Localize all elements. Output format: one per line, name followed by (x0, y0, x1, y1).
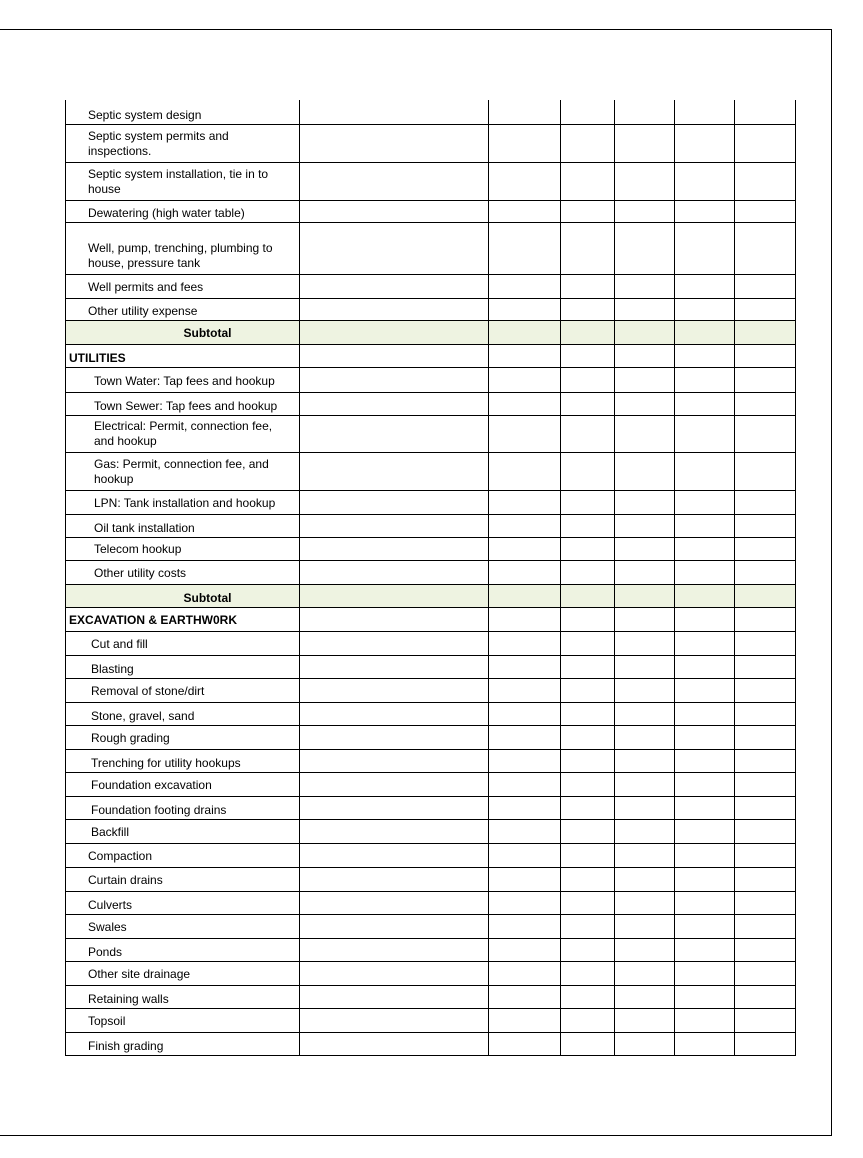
amount-cell[interactable] (561, 749, 615, 772)
amount-cell[interactable] (675, 655, 735, 678)
amount-cell[interactable] (615, 914, 675, 938)
amount-cell[interactable] (489, 1032, 561, 1055)
amount-cell[interactable] (735, 1008, 796, 1032)
amount-cell[interactable] (735, 702, 796, 725)
amount-cell[interactable] (489, 702, 561, 725)
amount-cell[interactable] (300, 843, 489, 867)
amount-cell[interactable] (561, 702, 615, 725)
amount-cell[interactable] (300, 392, 489, 415)
amount-cell[interactable] (735, 367, 796, 392)
line-item-label: Septic system permits and inspections. (66, 124, 300, 162)
amount-cell[interactable] (615, 843, 675, 867)
amount-cell[interactable] (489, 891, 561, 914)
amount-cell[interactable] (300, 655, 489, 678)
amount-cell[interactable] (561, 796, 615, 819)
subtotal-row (66, 320, 796, 344)
amount-cell[interactable] (735, 631, 796, 655)
amount-cell[interactable] (489, 772, 561, 796)
table-row (66, 702, 796, 725)
amount-cell[interactable] (489, 584, 561, 607)
amount-cell[interactable] (300, 452, 489, 490)
amount-cell[interactable] (489, 749, 561, 772)
amount-cell[interactable] (300, 367, 489, 392)
amount-cell[interactable] (615, 415, 675, 452)
table-row (66, 772, 796, 796)
amount-cell[interactable] (675, 725, 735, 749)
amount-cell[interactable] (615, 584, 675, 607)
amount-cell[interactable] (300, 725, 489, 749)
line-item-label: Backfill (66, 819, 300, 843)
amount-cell[interactable] (675, 100, 735, 124)
line-item-label: Compaction (66, 843, 300, 867)
amount-cell[interactable] (561, 819, 615, 843)
budget-table-body (66, 100, 796, 1055)
amount-cell[interactable] (489, 1008, 561, 1032)
amount-cell[interactable] (489, 961, 561, 985)
amount-cell[interactable] (615, 702, 675, 725)
amount-cell[interactable] (615, 1032, 675, 1055)
line-item-label: Other site drainage (66, 961, 300, 985)
amount-cell[interactable] (300, 891, 489, 914)
line-item-label: Foundation footing drains (66, 796, 300, 819)
table-row (66, 867, 796, 891)
amount-cell[interactable] (735, 678, 796, 702)
amount-cell[interactable] (489, 938, 561, 961)
table-row (66, 796, 796, 819)
table-row (66, 961, 796, 985)
amount-cell[interactable] (489, 490, 561, 514)
amount-cell[interactable] (561, 938, 615, 961)
amount-cell[interactable] (561, 725, 615, 749)
amount-cell[interactable] (735, 867, 796, 891)
amount-cell[interactable] (675, 584, 735, 607)
amount-cell[interactable] (615, 985, 675, 1008)
amount-cell[interactable] (675, 320, 735, 344)
amount-cell[interactable] (300, 537, 489, 560)
amount-cell[interactable] (300, 867, 489, 891)
amount-cell[interactable] (300, 415, 489, 452)
amount-cell[interactable] (300, 607, 489, 631)
amount-cell[interactable] (615, 749, 675, 772)
line-item-label: Gas: Permit, connection fee, and hookup (66, 452, 300, 490)
amount-cell[interactable] (489, 100, 561, 124)
amount-cell[interactable] (675, 796, 735, 819)
amount-cell[interactable] (735, 772, 796, 796)
amount-cell[interactable] (300, 274, 489, 298)
amount-cell[interactable] (735, 938, 796, 961)
amount-cell[interactable] (561, 514, 615, 537)
amount-cell[interactable] (300, 298, 489, 320)
table-row (66, 891, 796, 914)
subtotal-label: Subtotal (66, 320, 300, 344)
line-item-label: Other utility expense (66, 298, 300, 320)
amount-cell[interactable] (675, 961, 735, 985)
amount-cell[interactable] (675, 537, 735, 560)
line-item-label: Retaining walls (66, 985, 300, 1008)
amount-cell[interactable] (675, 678, 735, 702)
amount-cell[interactable] (489, 985, 561, 1008)
line-item-label: Stone, gravel, sand (66, 702, 300, 725)
amount-cell[interactable] (735, 655, 796, 678)
amount-cell[interactable] (735, 100, 796, 124)
amount-cell[interactable] (675, 631, 735, 655)
table-row (66, 938, 796, 961)
amount-cell[interactable] (675, 914, 735, 938)
amount-cell[interactable] (300, 961, 489, 985)
amount-cell[interactable] (675, 274, 735, 298)
amount-cell[interactable] (561, 274, 615, 298)
amount-cell[interactable] (489, 537, 561, 560)
line-item-label: Electrical: Permit, connection fee, and hookup (66, 415, 300, 452)
section-heading-label: UTILITIES (66, 344, 300, 367)
amount-cell[interactable] (489, 298, 561, 320)
amount-cell[interactable] (489, 843, 561, 867)
amount-cell[interactable] (615, 200, 675, 222)
amount-cell[interactable] (561, 222, 615, 274)
amount-cell[interactable] (675, 162, 735, 200)
amount-cell[interactable] (489, 392, 561, 415)
amount-cell[interactable] (615, 222, 675, 274)
amount-cell[interactable] (561, 772, 615, 796)
amount-cell[interactable] (615, 631, 675, 655)
amount-cell[interactable] (489, 560, 561, 584)
line-item-label: Curtain drains (66, 867, 300, 891)
amount-cell[interactable] (615, 514, 675, 537)
amount-cell[interactable] (675, 819, 735, 843)
amount-cell[interactable] (735, 392, 796, 415)
amount-cell[interactable] (561, 537, 615, 560)
amount-cell[interactable] (735, 415, 796, 452)
amount-cell[interactable] (300, 584, 489, 607)
amount-cell[interactable] (489, 452, 561, 490)
amount-cell[interactable] (489, 796, 561, 819)
amount-cell[interactable] (735, 452, 796, 490)
amount-cell[interactable] (675, 222, 735, 274)
line-item-label: Cut and fill (66, 631, 300, 655)
table-row (66, 1032, 796, 1055)
amount-cell[interactable] (675, 843, 735, 867)
amount-cell[interactable] (561, 607, 615, 631)
line-item-label: Rough grading (66, 725, 300, 749)
amount-cell[interactable] (735, 162, 796, 200)
amount-cell[interactable] (300, 678, 489, 702)
amount-cell[interactable] (561, 678, 615, 702)
amount-cell[interactable] (300, 490, 489, 514)
table-row (66, 162, 796, 200)
line-item-label: Septic system design (66, 100, 300, 124)
amount-cell[interactable] (735, 320, 796, 344)
line-item-label: Ponds (66, 938, 300, 961)
amount-cell[interactable] (615, 560, 675, 584)
amount-cell[interactable] (675, 392, 735, 415)
amount-cell[interactable] (735, 725, 796, 749)
line-item-label: Other utility costs (66, 560, 300, 584)
line-item-label: Blasting (66, 655, 300, 678)
amount-cell[interactable] (561, 914, 615, 938)
amount-cell[interactable] (615, 772, 675, 796)
amount-cell[interactable] (675, 298, 735, 320)
amount-cell[interactable] (300, 819, 489, 843)
amount-cell[interactable] (300, 560, 489, 584)
amount-cell[interactable] (735, 819, 796, 843)
amount-cell[interactable] (489, 162, 561, 200)
line-item-label: Trenching for utility hookups (66, 749, 300, 772)
amount-cell[interactable] (615, 725, 675, 749)
amount-cell[interactable] (735, 796, 796, 819)
section-heading-label: EXCAVATION & EARTHW0RK (66, 607, 300, 631)
amount-cell[interactable] (675, 867, 735, 891)
amount-cell[interactable] (561, 392, 615, 415)
amount-cell[interactable] (735, 749, 796, 772)
line-item-label: Town Water: Tap fees and hookup (66, 367, 300, 392)
table-row (66, 124, 796, 162)
amount-cell[interactable] (615, 537, 675, 560)
amount-cell[interactable] (675, 490, 735, 514)
amount-cell[interactable] (615, 344, 675, 367)
amount-cell[interactable] (615, 796, 675, 819)
table-row (66, 200, 796, 222)
amount-cell[interactable] (735, 584, 796, 607)
amount-cell[interactable] (735, 537, 796, 560)
amount-cell[interactable] (561, 490, 615, 514)
table-row (66, 631, 796, 655)
amount-cell[interactable] (615, 298, 675, 320)
amount-cell[interactable] (675, 1008, 735, 1032)
table-row (66, 222, 796, 274)
amount-cell[interactable] (489, 607, 561, 631)
amount-cell[interactable] (489, 274, 561, 298)
table-row (66, 725, 796, 749)
amount-cell[interactable] (615, 678, 675, 702)
amount-cell[interactable] (489, 867, 561, 891)
table-row (66, 367, 796, 392)
amount-cell[interactable] (300, 222, 489, 274)
amount-cell[interactable] (300, 1008, 489, 1032)
amount-cell[interactable] (735, 985, 796, 1008)
amount-cell[interactable] (735, 1032, 796, 1055)
amount-cell[interactable] (735, 124, 796, 162)
table-row (66, 819, 796, 843)
amount-cell[interactable] (735, 843, 796, 867)
line-item-label: Culverts (66, 891, 300, 914)
amount-cell[interactable] (489, 222, 561, 274)
amount-cell[interactable] (675, 891, 735, 914)
amount-cell[interactable] (561, 584, 615, 607)
amount-cell[interactable] (561, 452, 615, 490)
amount-cell[interactable] (561, 124, 615, 162)
amount-cell[interactable] (615, 162, 675, 200)
amount-cell[interactable] (615, 655, 675, 678)
line-item-label: Oil tank installation (66, 514, 300, 537)
amount-cell[interactable] (561, 631, 615, 655)
table-row (66, 560, 796, 584)
amount-cell[interactable] (615, 891, 675, 914)
amount-cell[interactable] (489, 320, 561, 344)
amount-cell[interactable] (735, 961, 796, 985)
amount-cell[interactable] (735, 200, 796, 222)
amount-cell[interactable] (300, 938, 489, 961)
amount-cell[interactable] (615, 124, 675, 162)
line-item-label: Topsoil (66, 1008, 300, 1032)
table-row (66, 514, 796, 537)
amount-cell[interactable] (675, 200, 735, 222)
amount-cell[interactable] (489, 914, 561, 938)
line-item-label: LPN: Tank installation and hookup (66, 490, 300, 514)
table-row (66, 537, 796, 560)
line-item-label: Dewatering (high water table) (66, 200, 300, 222)
amount-cell[interactable] (489, 678, 561, 702)
line-item-label: Telecom hookup (66, 537, 300, 560)
amount-cell[interactable] (489, 819, 561, 843)
amount-cell[interactable] (561, 843, 615, 867)
amount-cell[interactable] (615, 607, 675, 631)
amount-cell[interactable] (615, 938, 675, 961)
amount-cell[interactable] (735, 344, 796, 367)
amount-cell[interactable] (735, 490, 796, 514)
amount-cell[interactable] (675, 938, 735, 961)
subtotal-row (66, 584, 796, 607)
amount-cell[interactable] (675, 415, 735, 452)
table-row (66, 452, 796, 490)
amount-cell[interactable] (561, 1032, 615, 1055)
amount-cell[interactable] (300, 796, 489, 819)
table-row (66, 678, 796, 702)
amount-cell[interactable] (615, 819, 675, 843)
amount-cell[interactable] (489, 200, 561, 222)
table-row (66, 655, 796, 678)
amount-cell[interactable] (300, 514, 489, 537)
amount-cell[interactable] (735, 914, 796, 938)
amount-cell[interactable] (300, 749, 489, 772)
amount-cell[interactable] (735, 298, 796, 320)
amount-cell[interactable] (561, 344, 615, 367)
amount-cell[interactable] (675, 124, 735, 162)
amount-cell[interactable] (615, 867, 675, 891)
line-item-label: Septic system installation, tie in to house (66, 162, 300, 200)
amount-cell[interactable] (735, 607, 796, 631)
amount-cell[interactable] (675, 985, 735, 1008)
amount-cell[interactable] (675, 452, 735, 490)
table-row (66, 914, 796, 938)
amount-cell[interactable] (489, 514, 561, 537)
table-row (66, 298, 796, 320)
section-heading-row (66, 607, 796, 631)
table-row (66, 749, 796, 772)
amount-cell[interactable] (489, 367, 561, 392)
amount-cell[interactable] (561, 162, 615, 200)
amount-cell[interactable] (735, 222, 796, 274)
amount-cell[interactable] (300, 772, 489, 796)
amount-cell[interactable] (561, 415, 615, 452)
amount-cell[interactable] (489, 344, 561, 367)
amount-cell[interactable] (675, 607, 735, 631)
amount-cell[interactable] (561, 985, 615, 1008)
amount-cell[interactable] (615, 320, 675, 344)
budget-table (65, 100, 796, 1056)
line-item-label: Foundation excavation (66, 772, 300, 796)
amount-cell[interactable] (615, 1008, 675, 1032)
amount-cell[interactable] (561, 200, 615, 222)
amount-cell[interactable] (561, 367, 615, 392)
amount-cell[interactable] (675, 1032, 735, 1055)
amount-cell[interactable] (300, 914, 489, 938)
line-item-label: Well, pump, trenching, plumbing to house, pressure tank (66, 222, 300, 274)
line-item-label: Swales (66, 914, 300, 938)
amount-cell[interactable] (489, 631, 561, 655)
amount-cell[interactable] (675, 344, 735, 367)
table-row (66, 100, 796, 124)
amount-cell[interactable] (300, 1032, 489, 1055)
section-heading-row (66, 344, 796, 367)
table-row (66, 392, 796, 415)
amount-cell[interactable] (300, 702, 489, 725)
amount-cell[interactable] (675, 367, 735, 392)
amount-cell[interactable] (561, 867, 615, 891)
amount-cell[interactable] (675, 772, 735, 796)
table-row (66, 843, 796, 867)
table-row (66, 415, 796, 452)
amount-cell[interactable] (561, 560, 615, 584)
amount-cell[interactable] (300, 162, 489, 200)
amount-cell[interactable] (300, 985, 489, 1008)
amount-cell[interactable] (561, 100, 615, 124)
amount-cell[interactable] (615, 452, 675, 490)
amount-cell[interactable] (615, 367, 675, 392)
line-item-label: Well permits and fees (66, 274, 300, 298)
table-row (66, 1008, 796, 1032)
amount-cell[interactable] (300, 200, 489, 222)
line-item-label: Removal of stone/dirt (66, 678, 300, 702)
amount-cell[interactable] (735, 560, 796, 584)
line-item-label: Finish grading (66, 1032, 300, 1055)
amount-cell[interactable] (675, 560, 735, 584)
amount-cell[interactable] (561, 298, 615, 320)
amount-cell[interactable] (489, 655, 561, 678)
amount-cell[interactable] (675, 702, 735, 725)
amount-cell[interactable] (735, 514, 796, 537)
amount-cell[interactable] (561, 320, 615, 344)
table-row (66, 985, 796, 1008)
amount-cell[interactable] (489, 415, 561, 452)
amount-cell[interactable] (561, 655, 615, 678)
amount-cell[interactable] (615, 490, 675, 514)
amount-cell[interactable] (300, 124, 489, 162)
amount-cell[interactable] (675, 514, 735, 537)
amount-cell[interactable] (300, 344, 489, 367)
amount-cell[interactable] (561, 1008, 615, 1032)
line-item-label: Town Sewer: Tap fees and hookup (66, 392, 300, 415)
amount-cell[interactable] (735, 891, 796, 914)
amount-cell[interactable] (300, 631, 489, 655)
amount-cell[interactable] (300, 100, 489, 124)
amount-cell[interactable] (615, 274, 675, 298)
subtotal-label: Subtotal (66, 584, 300, 607)
amount-cell[interactable] (489, 124, 561, 162)
amount-cell[interactable] (615, 392, 675, 415)
amount-cell[interactable] (561, 961, 615, 985)
amount-cell[interactable] (615, 961, 675, 985)
amount-cell[interactable] (735, 274, 796, 298)
amount-cell[interactable] (675, 749, 735, 772)
amount-cell[interactable] (615, 100, 675, 124)
amount-cell[interactable] (300, 320, 489, 344)
table-row (66, 490, 796, 514)
amount-cell[interactable] (489, 725, 561, 749)
amount-cell[interactable] (561, 891, 615, 914)
table-row (66, 274, 796, 298)
